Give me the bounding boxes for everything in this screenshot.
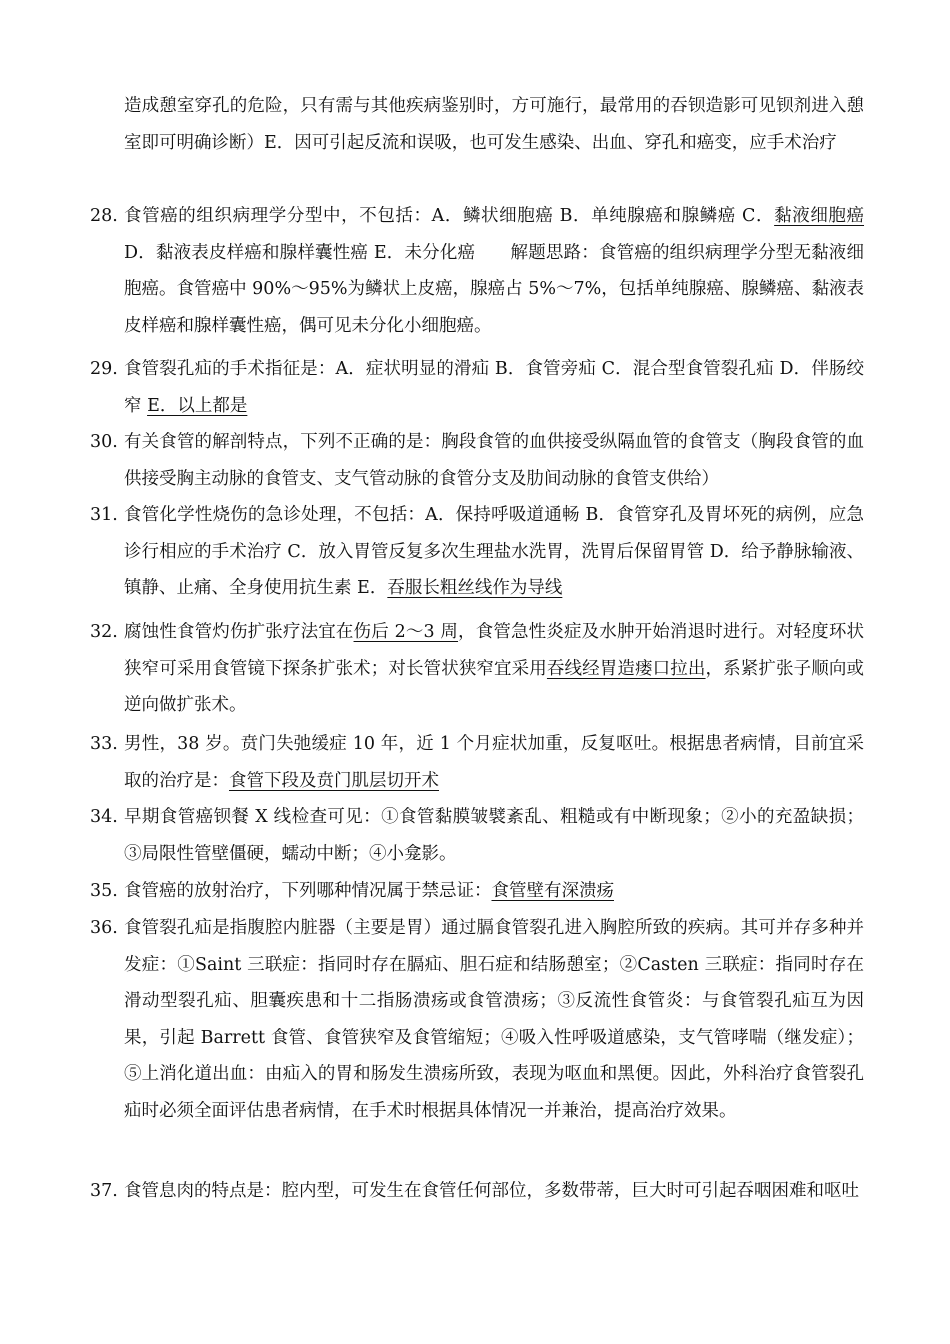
question-33 [90, 726, 864, 799]
question-text: 食管息肉的特点是：腔内型，可发生在食管任何部位，多数带蒂，巨大时可引起吞咽困难和呕吐 [124, 1181, 859, 1201]
underlined-answer: 食管下段及贲门肌层切开术 [229, 770, 439, 791]
question-number: 35. [90, 881, 118, 901]
question-30 [90, 424, 864, 497]
question-text-middle: ，食管急性炎症及水肿开始消退时进行。对轻度环状狭窄可采用食管镜下探条扩张术；对长管状狭窄宜采用 [124, 622, 864, 679]
underlined-answer: E．以上都是 [147, 395, 248, 416]
question-number: 36. [90, 918, 118, 938]
continuation-text: 造成憩室穿孔的危险，只有需与其他疾病鉴别时，方可施行，最常用的吞钡造影可见钡剂进入憩室即可明确诊断）E．因可引起反流和误吸，也可发生感染、出血、穿孔和癌变，应手术治疗 [124, 96, 864, 153]
question-28 [90, 198, 864, 344]
question-body [124, 198, 864, 344]
question-number: 32. [90, 622, 118, 642]
question-body [124, 424, 864, 497]
underlined-answer: 伤后 2～3 周 [353, 622, 459, 642]
question-number: 31. [90, 505, 118, 525]
question-number: 29. [90, 359, 118, 379]
question-number: 30. [90, 432, 118, 452]
question-number: 37. [90, 1181, 118, 1201]
question-body [124, 873, 864, 910]
question-body [124, 799, 864, 872]
continuation-paragraph [124, 88, 864, 161]
question-text: 食管裂孔疝是指腹腔内脏器（主要是胃）通过膈食管裂孔进入胸腔所致的疾病。其可并存多种并发症：①Saint 三联症：指同时存在膈疝、胆石症和结肠憩室；②Casten 三联症：指同时存在滑动型裂孔疝、胆囊疾患和十二指肠溃疡或食管溃疡；③反流性食管炎：与食管裂孔疝互为因果，引起 Barrett 食管、食管狭窄及食管缩短；④吸入性呼吸道感染，支气管哮喘（继发症）；⑤上消化道出血：由疝入的胃和肠发生溃疡所致，表现为呕血和黑便。因此，外科治疗食管裂孔疝时必须全面评估患者病情，在手术时根据具体情况一并兼治，提高治疗效果。 [124, 918, 864, 1121]
question-text: 腐蚀性食管灼伤扩张疗法宜在 [124, 622, 354, 642]
question-36 [90, 910, 864, 1130]
underlined-answer-2: 吞线经胃造瘘口拉出 [546, 658, 706, 679]
question-number: 34. [90, 807, 118, 827]
question-text: 食管癌的放射治疗，下列哪种情况属于禁忌证： [124, 881, 492, 901]
question-text-continued: D．黏液表皮样癌和腺样囊性癌 E．未分化癌 解题思路：食管癌的组织病理学分型无黏液细胞癌。食管癌中 90%～95%为鳞状上皮癌，腺癌占 5%～7%，包括单纯腺癌、腺鳞癌、黏液表皮样癌和腺样囊性癌，偶可见未分化小细胞癌。 [124, 242, 864, 336]
question-text: 食管化学性烧伤的急诊处理，不包括：A．保持呼吸道通畅 B．食管穿孔及胃坏死的病例，应急诊行相应的手术治疗 C．放入胃管反复多次生理盐水洗胃，洗胃后保留胃管 D．给予静脉输液、镇静、止痛、全身使用抗生素 E． [124, 505, 864, 599]
question-text: 早期食管癌钡餐 X 线检查可见：①食管黏膜皱襞紊乱、粗糙或有中断现象；②小的充盈缺损；③局限性管壁僵硬，蠕动中断；④小龛影。 [124, 807, 864, 864]
question-number: 33. [90, 734, 118, 754]
question-text: 男性，38 岁。贲门失弛缓症 10 年，近 1 个月症状加重，反复呕吐。根据患者病情，目前宜采取的治疗是： [124, 734, 864, 791]
question-text-continued: ，系紧扩张子顺向或逆向做扩张术。 [124, 658, 865, 716]
question-34 [90, 799, 864, 872]
underlined-answer: 吞服长粗丝线作为导线 [387, 578, 563, 599]
question-body [124, 614, 864, 724]
question-31 [90, 497, 864, 607]
question-body [124, 726, 864, 799]
question-body [124, 497, 864, 607]
underlined-answer: 黏液细胞癌 [774, 206, 865, 226]
question-body [124, 1173, 864, 1210]
question-text: 食管裂孔疝的手术指征是：A．症状明显的滑疝 B．食管旁疝 C．混合型食管裂孔疝 D．伴肠绞窄 [124, 359, 864, 416]
question-body [124, 910, 864, 1130]
question-37 [90, 1173, 864, 1210]
question-text: 有关食管的解剖特点，下列不正确的是：胸段食管的血供接受纵隔血管的食管支（胸段食管的血供接受胸主动脉的食管支、支气管动脉的食管分支及肋间动脉的食管支供给） [124, 432, 864, 489]
question-body [124, 351, 864, 424]
question-29 [90, 351, 864, 424]
question-text: 食管癌的组织病理学分型中，不包括：A．鳞状细胞癌 B．单纯腺癌和腺鳞癌 C． [124, 206, 775, 226]
question-number: 28. [90, 206, 118, 226]
underlined-answer: 食管壁有深溃疡 [491, 881, 614, 901]
question-32 [90, 614, 864, 724]
question-35 [90, 873, 864, 910]
